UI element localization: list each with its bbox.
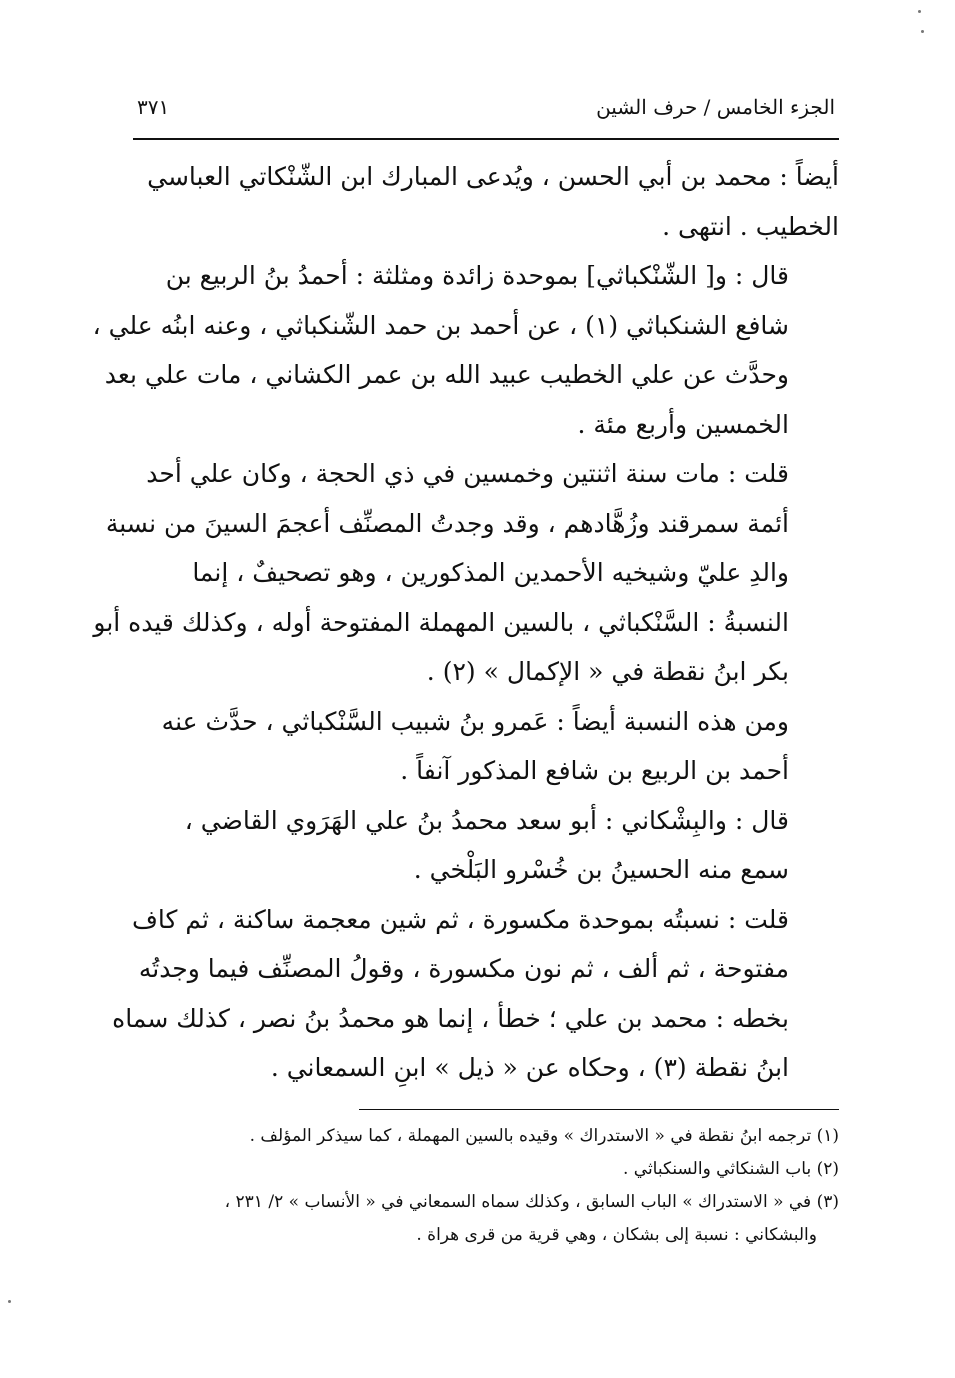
text-line: قال : و[ الشّنْكباثي] بموحدة زائدة ومثلثة : أحمدُ بنُ الربيع بن xyxy=(165,261,789,290)
header-rule xyxy=(133,138,839,140)
text-line: والدِ عليّ وشيخيه الأحمدين المذكورين ، وهو تصحيفٌ ، إنما xyxy=(192,558,789,587)
main-text xyxy=(92,152,839,1093)
text-line: بكر ابنُ نقطة في « الإكمال » (٢) . xyxy=(426,657,789,686)
text-line: أئمة سمرقند وزُهَّادهم ، وقد وجدتُ المصنِّف أعجمَ السينَ من نسبة xyxy=(105,508,789,538)
book-page xyxy=(92,92,839,1252)
text-line: شافع الشنكباثي (١) ، عن أحمد بن حمد الشّنكباثي ، وعنه ابنُه علي ، xyxy=(92,310,789,340)
paragraph xyxy=(133,796,839,895)
footnote-1: (١) ترجمه ابنُ نقطة في « الاستدراك » وقيده بالسين المهملة ، كما سيذكر المؤلف . xyxy=(249,1125,839,1146)
page-header xyxy=(133,92,839,128)
text-line: سمع منه الحسينُ بن خُسْرو البَلْخي . xyxy=(413,855,789,884)
page-number: ٣٧١ xyxy=(137,95,170,119)
text-line: وحدَّث عن علي الخطيب عبيد الله بن عمر الكشاني ، مات علي بعد xyxy=(104,360,789,389)
paragraph xyxy=(133,152,839,251)
footnote-rule xyxy=(359,1109,839,1110)
text-line: قلت : مات سنة اثنتين وخمسين في ذي الحجة ، وكان علي أحد xyxy=(146,459,789,488)
paragraph xyxy=(93,449,839,697)
paragraph xyxy=(112,895,839,1093)
text-line: النسبةُ : السَّنْكباثي ، بالسين المهملة المفتوحة أوله ، وكذلك قيده أبو xyxy=(93,607,789,637)
paragraph xyxy=(92,251,839,449)
text-line: قال : والبِشْكاني : أبو سعد محمدُ بنُ علي الهَرَوي القاضي ، xyxy=(184,805,789,835)
running-title: الجزء الخامس / حرف الشين xyxy=(596,95,835,119)
footnote-3: (٣) في « الاستدراك » الباب السابق ، وكذلك سماه السمعاني في « الأنساب » ٢/ ٢٣١ ، xyxy=(224,1191,839,1212)
text-line: ابنُ نقطة (٣) ، وحكاه عن « ذيل » ابنِ السمعاني . xyxy=(270,1053,789,1082)
text-line: أحمد بن الربيع بن شافع المذكور آنفاً . xyxy=(400,756,789,785)
text-line: أيضاً : محمد بن أبي الحسن ، ويُدعى المبارك ابن الشّنْكاتي العباسي xyxy=(147,162,839,191)
footnote-3-continuation: والبشكاني : نسبة إلى بشكان ، وهي قرية من قرى هراة . xyxy=(416,1224,817,1245)
paragraph xyxy=(133,697,839,796)
footnote-2: (٢) باب الشنكاثي والسنكباثي . xyxy=(622,1158,839,1179)
text-line: الخطيب . انتهى . xyxy=(662,211,839,241)
text-line: مفتوحة ، ثم ألف ، ثم نون مكسورة ، وقولُ المصنِّف فيما وجدتُه xyxy=(138,954,789,983)
text-line: الخمسين وأربع مئة . xyxy=(577,409,789,439)
text-line: قلت : نسبتُه بموحدة مكسورة ، ثم شين معجمة ساكنة ، ثم كاف xyxy=(131,904,789,934)
text-line: ومن هذه النسبة أيضاً : عَمرو بنُ شبيب السَّنْكباثي ، حدَّث عنه xyxy=(161,706,789,736)
footnotes xyxy=(133,1120,839,1252)
text-line: بخطه : محمد بن علي ؛ خطأ ، إنما هو محمدُ بنُ نصر ، كذلك سماه xyxy=(112,1003,789,1033)
